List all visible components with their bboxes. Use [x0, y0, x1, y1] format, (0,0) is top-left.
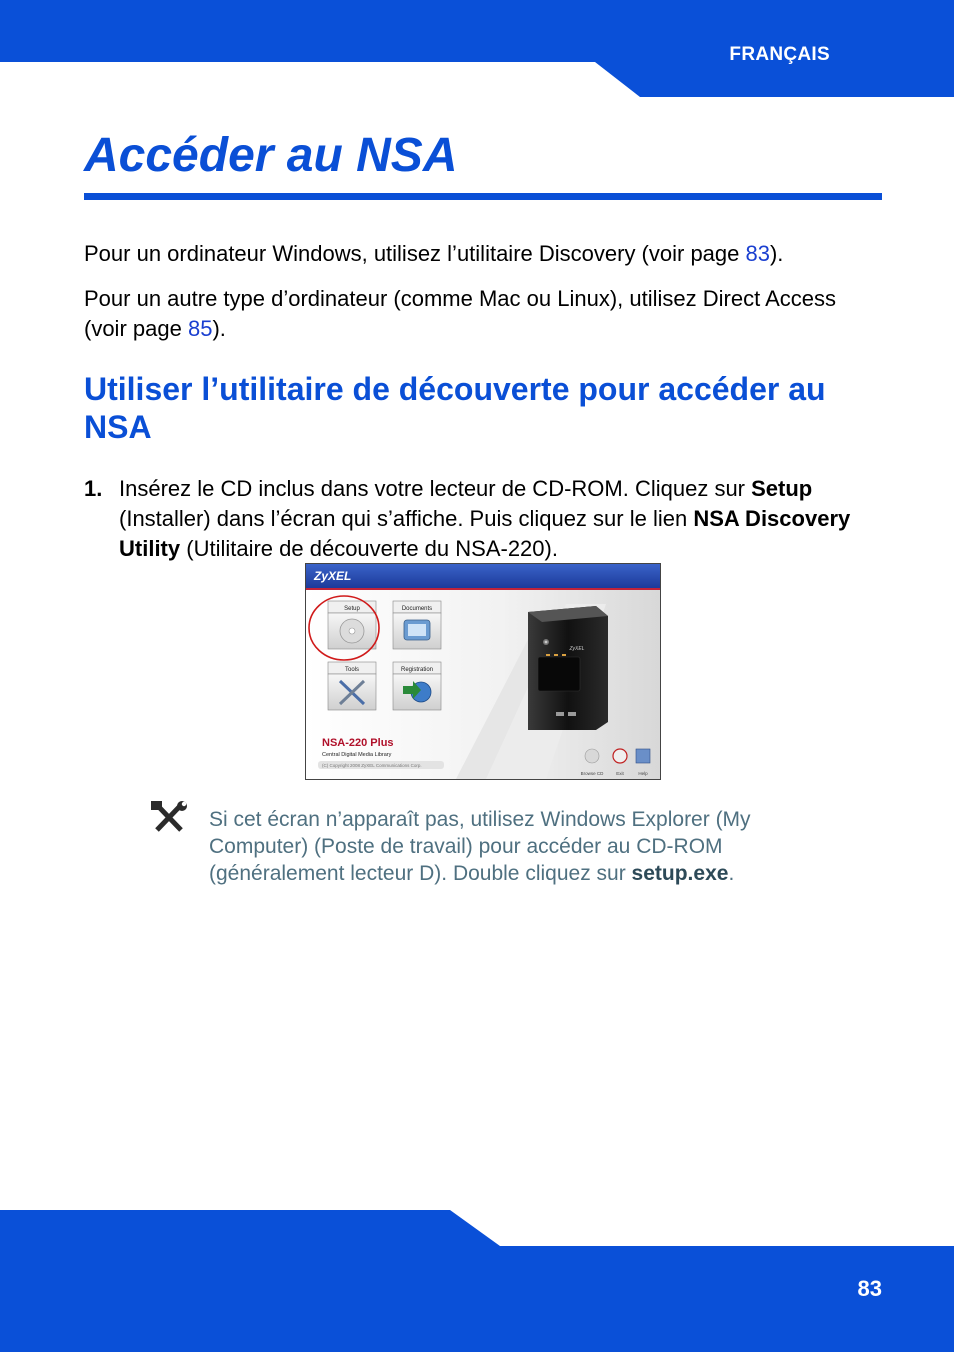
- setup-term: Setup: [751, 476, 813, 501]
- svg-text:Documents: Documents: [401, 606, 433, 612]
- svg-text:Exit: Exit: [616, 771, 624, 776]
- svg-text:Registration: Registration: [400, 667, 434, 673]
- registration-button[interactable]: [393, 662, 441, 710]
- svg-text:Browse CD: Browse CD: [580, 771, 604, 776]
- tools-button[interactable]: [328, 662, 376, 710]
- footer-band: [0, 1210, 954, 1352]
- installer-window: [306, 564, 660, 779]
- installer-screenshot: [305, 563, 661, 780]
- language-label: FRANÇAIS: [729, 44, 830, 65]
- intro-paragraph-windows: Pour un ordinateur Windows, utilisez l’utilitaire Discovery (voir page 83).: [84, 241, 784, 266]
- discovery-utility-term: NSA Discovery Utility: [119, 506, 851, 561]
- device-logo: ZyXEL: [569, 646, 585, 652]
- page-title: Accéder au NSA: [84, 129, 458, 182]
- documents-button[interactable]: [393, 601, 441, 649]
- note-text: Si cet écran n’apparaît pas, utilisez Windows Explorer (My Computer) (Poste de travail) pour accéder au CD-ROM (généralement lecteur D). Double cliquez sur setup.exe.: [209, 808, 751, 885]
- nas-device-image: [528, 606, 608, 730]
- page-link-85[interactable]: 85: [187, 316, 213, 341]
- page-number: 83: [857, 1276, 882, 1301]
- svg-text:Setup: Setup: [344, 606, 360, 612]
- svg-text:Help: Help: [638, 771, 648, 776]
- copyright-text: (C) Copyright 2008 ZyXEL Communications Corp.: [322, 763, 422, 768]
- svg-text:Tools: Tools: [344, 667, 360, 673]
- page-link-83[interactable]: 83: [745, 241, 770, 266]
- setup-button[interactable]: [328, 601, 376, 649]
- intro-paragraph-other: Pour un autre type d’ordinateur (comme Mac ou Linux), utilisez Direct Access (voir page 85).: [84, 286, 836, 341]
- step-number: 1.: [84, 476, 103, 501]
- step-text: Insérez le CD inclus dans votre lecteur de CD-ROM. Cliquez sur Setup (Installer) dans l’écran qui s’affiche. Puis cliquez sur le lien NSA Discovery Utility (Utilitaire de découverte du NSA-220).: [119, 476, 851, 561]
- product-name: NSA-220 Plus: [322, 737, 394, 749]
- tools-note-icon: [150, 800, 190, 836]
- section-heading: Utiliser l’utilitaire de découverte pour accéder au NSA: [84, 371, 826, 445]
- title-rule: [84, 193, 882, 200]
- installer-brand: ZyXEL: [314, 569, 352, 583]
- product-subtitle: Central Digital Media Library: [322, 752, 392, 758]
- setup-exe-term: setup.exe: [631, 862, 729, 885]
